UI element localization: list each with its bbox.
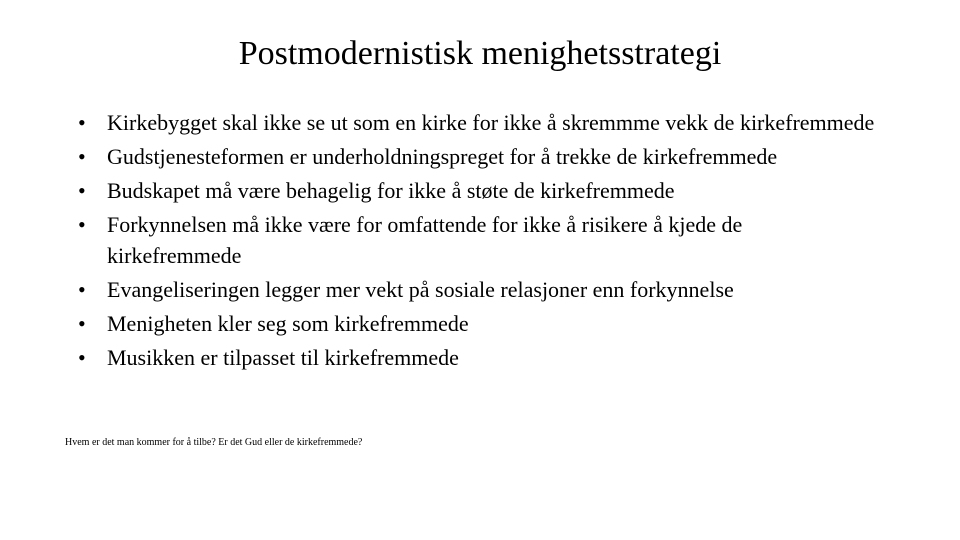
- bullet-item: [78, 209, 878, 271]
- bullet-text: Budskapet må være behagelig for ikke å støte de kirkefremmede: [107, 178, 675, 203]
- bullet-item: [78, 342, 878, 373]
- bullet-item: [78, 107, 878, 138]
- footnote: Hvem er det man kommer for å tilbe? Er det Gud eller de kirkefremmede?: [65, 437, 363, 448]
- bullet-text: Kirkebygget skal ikke se ut som en kirke for ikke å skremmme vekk de kirkefremmede: [107, 110, 875, 135]
- bullet-icon: •: [78, 311, 86, 336]
- bullet-text: Gudstjenesteformen er underholdningspreget for å trekke de kirkefremmede: [107, 144, 778, 169]
- bullet-list: [78, 107, 878, 376]
- bullet-icon: •: [78, 144, 86, 169]
- bullet-text: Forkynnelsen må ikke være for omfattende for ikke å risikere å kjede de kirkefremmede: [107, 212, 743, 268]
- bullet-icon: •: [78, 277, 86, 302]
- bullet-icon: •: [78, 110, 86, 135]
- bullet-text: Musikken er tilpasset til kirkefremmede: [107, 345, 459, 370]
- bullet-icon: •: [78, 212, 86, 237]
- bullet-icon: •: [78, 178, 86, 203]
- bullet-text: Menigheten kler seg som kirkefremmede: [107, 311, 469, 336]
- bullet-item: [78, 175, 878, 206]
- slide-title: Postmodernistisk menighetsstrategi: [238, 35, 722, 72]
- bullet-icon: •: [78, 345, 86, 370]
- bullet-item: [78, 308, 878, 339]
- bullet-item: [78, 274, 878, 305]
- bullet-item: [78, 141, 878, 172]
- bullet-text: Evangeliseringen legger mer vekt på sosiale relasjoner enn forkynnelse: [107, 277, 734, 302]
